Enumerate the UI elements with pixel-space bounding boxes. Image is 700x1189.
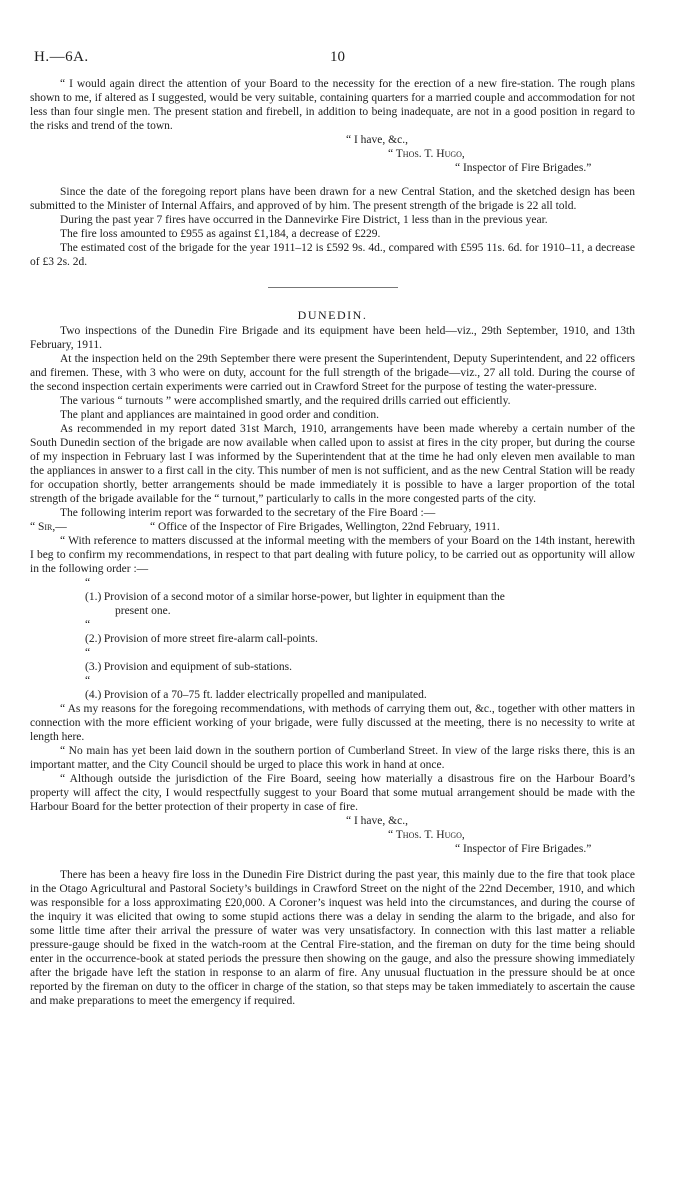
letter-paragraph: “ No main has yet been laid down in the southern portion of Cumberland Street. In view of the large risks there, this is an important matter, and the City Council should be urged to place this work in hand at once. <box>30 745 635 771</box>
letter-office-line: “ Office of the Inspector of Fire Brigades, Wellington, 22nd February, 1911. <box>150 521 500 533</box>
list-item-number: “ (4.) <box>85 675 102 701</box>
list-item <box>30 618 635 646</box>
letter-salutation: “ Sir,— <box>30 521 67 533</box>
paragraph: The following interim report was forwarded to the secretary of the Fire Board :— <box>60 507 436 519</box>
paragraph: There has been a heavy fire loss in the Dunedin Fire District during the past year, this mainly due to the fire that took place in the Otago Agricultural and Pastoral Society’s buildings in Crawford Street on the night of the 22nd December, 1910, and which was responsible for a loss approximating £20,000. A Coroner’s inquest was held into the circumstances, and during the course of the inquiry it was elicited that owing to some stupid actions there was a delay in sending the alarm to the brigade, and also for some little time after their arrival the pressure of water was very unsatisfactory. In connection with this last matter a reliable pressure-gauge should be fixed in the watch-room at the Central Fire-station, and the fireman on duty for the time being should enter in the occurrence-book at stated periods the pressure then showing on the gauge, and also the pressure showing immediately after the brigade have left the station in response to an alarm of fire. Any unusual fluctuation in the pressure should be at once reported by the fireman on duty to the officer in charge of the station, so that steps may be taken immediately to ascertain the cause and make preparations to meet the emergency if required. <box>30 869 635 1007</box>
list-item-number: “ (3.) <box>85 647 102 673</box>
paragraph: The plant and appliances are maintained in good order and condition. <box>60 409 380 421</box>
signature-name: “ Thos. T. Hugo, <box>388 148 465 160</box>
document-reference: H.—6A. <box>34 49 89 65</box>
paragraph: At the inspection held on the 29th September there were present the Superintendent, Deputy Superintendent, and 22 officers and firemen. These, with 3 who were on duty, account for the full strength of the brigade—viz., 27 all told. During the course of the second inspection certain experiments were carried out in Crawford Street for the purpose of testing the water-pressure. <box>30 353 635 393</box>
paragraph: As recommended in my report dated 31st March, 1910, arrangements have been made whereby a certain number of the South Dunedin section of the brigade are now available when called upon to assist at fires in the city proper, but during the course of my inspection in February last I was informed by the Superintendent that at the time he had only eleven men available to man the appliances in answer to a first call in the city. This number of men is not sufficient, and as the new Central Station will be ready for occupation shortly, better arrangements should be made immediately it is possible to have a larger proportion of the total strength of the brigade available for the “ turnout,” particularly to calls in the more congested parts of the city. <box>30 423 635 505</box>
signature-title: “ Inspector of Fire Brigades.” <box>455 843 592 855</box>
list-item <box>30 674 635 702</box>
letter-paragraph: “ With reference to matters discussed at the informal meeting with the members of your Board on the 14th instant, herewith I beg to confirm my recommendations, in respect to that part dealing with future policy, to be carried out as opportunity will allow in the following order :— <box>30 535 635 575</box>
page-body <box>30 77 635 1008</box>
paragraph: The estimated cost of the brigade for the year 1911–12 is £592 9s. 4d., compared with £595 11s. 6d. for 1910–11, a decrease of £3 2s. 2d. <box>30 242 635 268</box>
signature-name: “ Thos. T. Hugo, <box>388 829 465 841</box>
signature-title: “ Inspector of Fire Brigades.” <box>455 162 592 174</box>
list-item-number: “ (1.) <box>85 577 102 603</box>
paragraph: The fire loss amounted to £955 as against £1,184, a decrease of £229. <box>60 228 381 240</box>
section-divider <box>268 287 398 288</box>
list-item-continuation: present one. <box>115 605 171 617</box>
list-item-text: Provision and equipment of sub-stations. <box>103 661 293 673</box>
page-number: 10 <box>330 49 345 65</box>
list-item-text: Provision of a 70–75 ft. ladder electrically propelled and manipulated. <box>103 689 427 701</box>
paragraph: The various “ turnouts ” were accomplished smartly, and the required drills carried out efficiently. <box>60 395 511 407</box>
paragraph: Since the date of the foregoing report plans have been drawn for a new Central Station, and the sketched design has been submitted to the Minister of Internal Affairs, and approved of by him. The present strength of the brigade is 22 all told. <box>30 186 635 212</box>
list-item-number: “ (2.) <box>85 619 102 645</box>
list-item-text: Provision of a second motor of a similar horse-power, but lighter in equipment than the <box>103 591 505 603</box>
list-item <box>30 646 635 674</box>
list-item-text: Provision of more street fire-alarm call-points. <box>103 633 318 645</box>
letter-closing: “ I have, &c., <box>346 815 408 827</box>
quoted-report-paragraph: “ I would again direct the attention of your Board to the necessity for the erection of a new fire-station. The rough plans shown to me, if altered as I suggested, would be very suitable, containing quarters for a married couple and accommodation for not less than four single men. The present station and firebell, in addition to being inadequate, are not in a good position in regard to the risks and trend of the town. <box>30 78 635 132</box>
list-item <box>30 576 635 604</box>
section-title: DUNEDIN. <box>297 308 368 322</box>
letter-paragraph: “ Although outside the jurisdiction of the Fire Board, seeing how materially a disastrous fire on the Harbour Board’s property will affect the city, I would respectfully suggest to your Board that some mutual arrangement should be made with the Harbour Board for the better protection of their property in case of fire. <box>30 773 635 813</box>
letter-closing: “ I have, &c., <box>346 134 408 146</box>
letter-paragraph: “ As my reasons for the foregoing recommendations, with methods of carrying them out, &c., together with other matters in connection with the more efficient working of your brigade, were fully discussed at the meeting, there is no necessity to write at length here. <box>30 703 635 743</box>
paragraph: Two inspections of the Dunedin Fire Brigade and its equipment have been held—viz., 29th September, 1910, and 13th February, 1911. <box>30 325 635 351</box>
paragraph: During the past year 7 fires have occurred in the Dannevirke Fire District, 1 less than in the previous year. <box>60 214 548 226</box>
letter-heading <box>30 520 635 534</box>
